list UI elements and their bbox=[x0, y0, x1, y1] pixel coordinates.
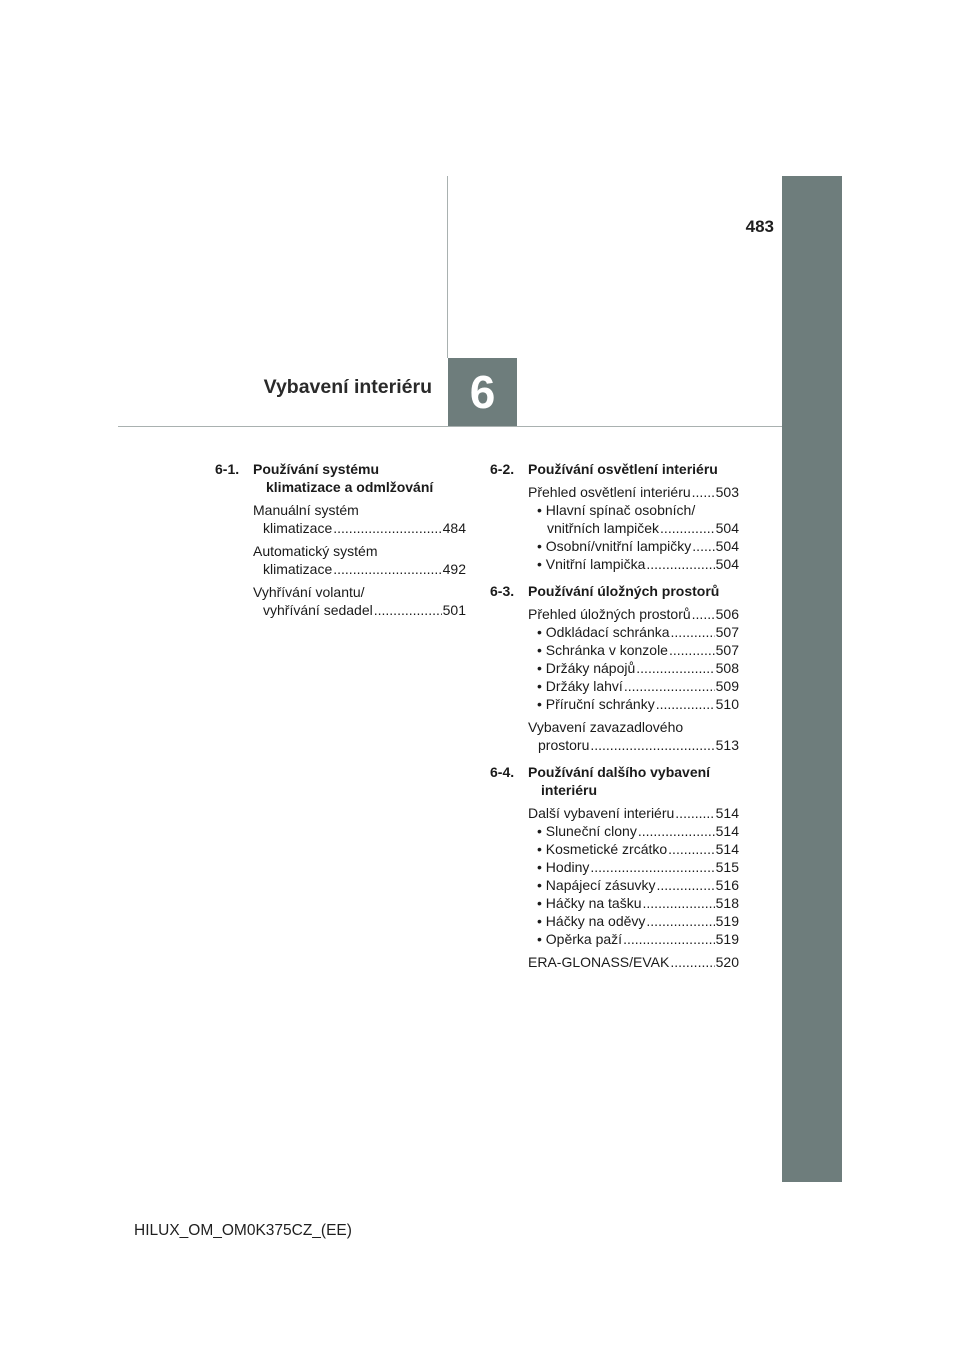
toc-leader-dots bbox=[670, 953, 714, 971]
toc-entry-label: • Držáky nápojů bbox=[537, 660, 636, 676]
toc-page-ref: 492 bbox=[442, 561, 466, 577]
toc-entry-label-line2: prostoru bbox=[538, 737, 590, 753]
toc-entry[interactable] bbox=[253, 583, 466, 619]
toc-entry-label: • Napájecí zásuvky bbox=[537, 877, 656, 893]
toc-entry[interactable] bbox=[528, 804, 739, 822]
toc-entry-label: • Držáky lahví bbox=[537, 678, 623, 694]
toc-entry[interactable] bbox=[528, 483, 739, 501]
toc-leader-dots bbox=[692, 537, 714, 555]
toc-leader-dots bbox=[656, 695, 715, 713]
toc-entry-label: • Hodiny bbox=[537, 859, 590, 875]
toc-entry-label: • Háčky na oděvy bbox=[537, 913, 646, 929]
toc-section-number: 6-4. bbox=[490, 764, 515, 780]
toc-subentry[interactable] bbox=[528, 695, 739, 713]
toc-entry-label: Přehled osvětlení interiéru bbox=[528, 484, 691, 500]
toc-entry-label-line1: Vyhřívání volantu/ bbox=[253, 584, 365, 600]
toc-subentry[interactable] bbox=[528, 641, 739, 659]
toc-entry-label-line2: vnitřních lampiček bbox=[547, 520, 660, 536]
toc-leader-dots bbox=[636, 659, 714, 677]
toc-page-ref: 503 bbox=[715, 484, 739, 500]
toc-subentry[interactable] bbox=[528, 659, 739, 677]
toc-page-ref: 484 bbox=[442, 520, 466, 536]
section-title: Vybavení interiéru bbox=[263, 376, 432, 398]
toc-entry-label-line2: klimatizace bbox=[263, 561, 333, 577]
toc-entry-label: • Příruční schránky bbox=[537, 696, 655, 712]
toc-section-title-line1: Používání systému bbox=[253, 461, 380, 477]
toc-subentry[interactable] bbox=[528, 876, 739, 894]
toc-page-ref: 506 bbox=[715, 606, 739, 622]
toc-subentry[interactable] bbox=[528, 623, 739, 641]
toc-section-6-3[interactable] bbox=[490, 582, 739, 600]
toc-entry-label: • Odkládací schránka bbox=[537, 624, 670, 640]
toc-subentry[interactable] bbox=[528, 822, 739, 840]
toc-page-ref: 509 bbox=[715, 678, 739, 694]
toc-subentry[interactable] bbox=[528, 840, 739, 858]
toc-page-ref: 514 bbox=[715, 841, 739, 857]
toc-subentry[interactable] bbox=[528, 894, 739, 912]
toc-subentry[interactable] bbox=[528, 555, 739, 573]
toc-page-ref: 514 bbox=[715, 805, 739, 821]
toc-leader-dots bbox=[374, 601, 442, 619]
toc-page-ref: 507 bbox=[715, 624, 739, 640]
toc-entry[interactable] bbox=[253, 542, 466, 578]
toc-section-number: 6-1. bbox=[215, 461, 240, 477]
toc-section-title-line1: Používání osvětlení interiéru bbox=[528, 461, 718, 477]
toc-leader-dots bbox=[623, 930, 715, 948]
toc-leader-dots bbox=[692, 483, 715, 501]
toc-subentry[interactable] bbox=[528, 930, 739, 948]
toc-entry-label-line1: Manuální systém bbox=[253, 502, 359, 518]
toc-section-6-2[interactable] bbox=[490, 460, 739, 478]
toc-section-6-4[interactable] bbox=[490, 763, 739, 799]
toc-entry-label-line1: Vybavení zavazadlového bbox=[528, 719, 684, 735]
toc-subentry[interactable] bbox=[528, 677, 739, 695]
toc-entry-label: • Schránka v konzole bbox=[537, 642, 668, 658]
header-horizontal-rule bbox=[118, 426, 782, 427]
toc-section-title-line1: Používání úložných prostorů bbox=[528, 583, 720, 599]
toc-leader-dots bbox=[590, 858, 714, 876]
toc-leader-dots bbox=[669, 641, 715, 659]
toc-entry-label-line1: • Hlavní spínač osobních/ bbox=[537, 502, 696, 518]
toc-page-ref: 501 bbox=[442, 602, 466, 618]
toc-entry-label: Přehled úložných prostorů bbox=[528, 606, 691, 622]
toc-page-ref: 514 bbox=[715, 823, 739, 839]
toc-page-ref: 518 bbox=[715, 895, 739, 911]
toc-column-right bbox=[490, 460, 739, 971]
toc-entry-label-line2: vyhřívání sedadel bbox=[263, 602, 373, 618]
toc-column-left bbox=[215, 460, 466, 619]
toc-leader-dots bbox=[692, 605, 715, 623]
toc-leader-dots bbox=[643, 894, 715, 912]
toc-page-ref: 520 bbox=[715, 954, 739, 970]
toc-page-ref: 504 bbox=[715, 556, 739, 572]
toc-page-ref: 504 bbox=[715, 538, 739, 554]
toc-entry-label: • Opěrka paží bbox=[537, 931, 623, 947]
toc-section-number: 6-2. bbox=[490, 461, 515, 477]
toc-subentry[interactable] bbox=[528, 858, 739, 876]
toc-section-title-line2: interiéru bbox=[541, 782, 598, 798]
toc-subentry[interactable] bbox=[528, 501, 739, 537]
toc-entry-label: • Osobní/vnitřní lampičky bbox=[537, 538, 692, 554]
toc-entry-label: Další vybavení interiéru bbox=[528, 805, 675, 821]
toc-page-ref: 507 bbox=[715, 642, 739, 658]
toc-subentry[interactable] bbox=[528, 912, 739, 930]
toc-entry-label-line2: klimatizace bbox=[263, 520, 333, 536]
page-number: 483 bbox=[745, 217, 774, 236]
toc-entry-label: • Kosmetické zrcátko bbox=[537, 841, 668, 857]
toc-section-6-1[interactable] bbox=[215, 460, 466, 496]
toc-leader-dots bbox=[646, 912, 714, 930]
toc-leader-dots bbox=[638, 822, 715, 840]
toc-page-ref: 510 bbox=[715, 696, 739, 712]
toc-entry-label: • Sluneční clony bbox=[537, 823, 637, 839]
toc-leader-dots bbox=[675, 804, 714, 822]
chapter-tab-strip bbox=[782, 176, 842, 1182]
toc-page-ref: 508 bbox=[715, 660, 739, 676]
footer-document-code: HILUX_OM_OM0K375CZ_(EE) bbox=[134, 1222, 352, 1239]
toc-entry-label: • Háčky na tašku bbox=[537, 895, 642, 911]
toc-entry[interactable] bbox=[528, 718, 739, 754]
toc-entry-label: • Vnitřní lampička bbox=[537, 556, 646, 572]
toc-entry[interactable] bbox=[528, 953, 739, 971]
toc-page-ref: 519 bbox=[715, 931, 739, 947]
toc-page-ref: 519 bbox=[715, 913, 739, 929]
toc-leader-dots bbox=[660, 519, 715, 537]
toc-page-ref: 515 bbox=[715, 859, 739, 875]
toc-section-number: 6-3. bbox=[490, 583, 515, 599]
toc-subentry[interactable] bbox=[528, 537, 739, 555]
toc-leader-dots bbox=[333, 560, 441, 578]
toc-leader-dots bbox=[657, 876, 715, 894]
header-vertical-rule bbox=[447, 176, 448, 358]
toc-leader-dots bbox=[668, 840, 714, 858]
toc-entry-label: ERA-GLONASS/EVAK bbox=[528, 954, 670, 970]
toc-leader-dots bbox=[671, 623, 715, 641]
toc-leader-dots bbox=[590, 736, 714, 754]
toc-page-ref: 504 bbox=[715, 520, 739, 536]
toc-section-title-line1: Používání dalšího vybavení bbox=[528, 764, 711, 780]
toc-leader-dots bbox=[333, 519, 441, 537]
toc-leader-dots bbox=[646, 555, 714, 573]
toc-entry[interactable] bbox=[528, 605, 739, 623]
toc-page-ref: 516 bbox=[715, 877, 739, 893]
toc-section-title-line2: klimatizace a odmlžování bbox=[266, 479, 434, 495]
toc-entry[interactable] bbox=[253, 501, 466, 537]
toc-page-ref: 513 bbox=[715, 737, 739, 753]
toc-entry-label-line1: Automatický systém bbox=[253, 543, 378, 559]
toc-leader-dots bbox=[624, 677, 715, 695]
chapter-number-box: 6 bbox=[448, 358, 517, 426]
